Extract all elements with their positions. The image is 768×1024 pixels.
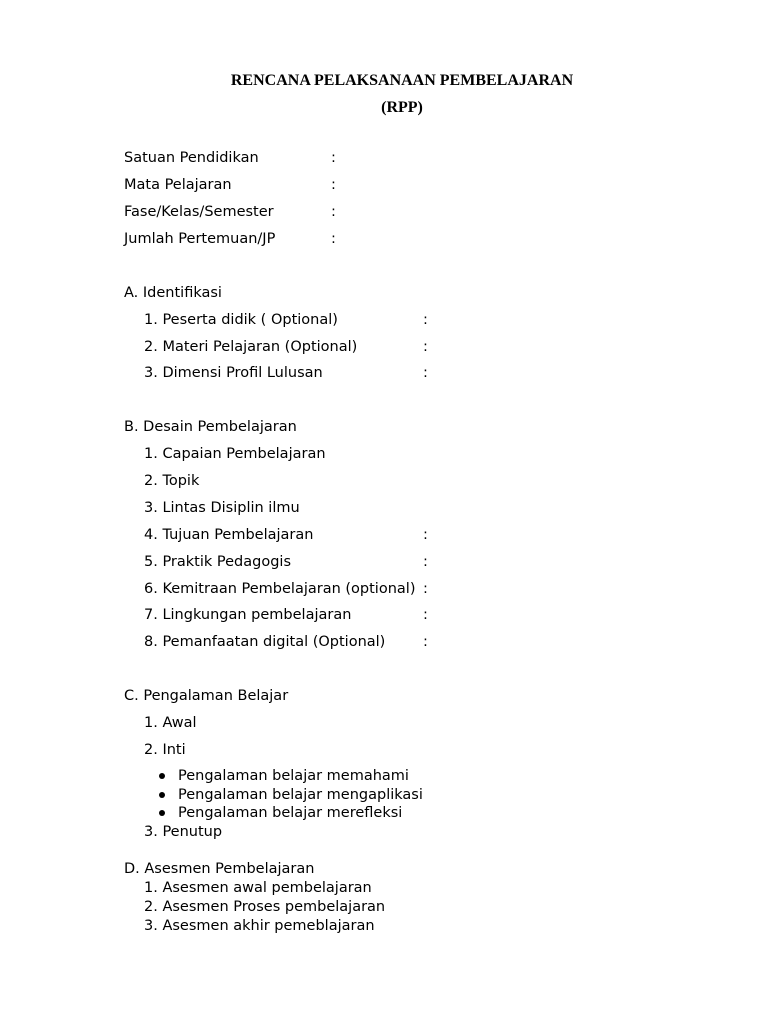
document-subtitle: (RPP) — [381, 99, 423, 116]
section-c-item: 2. Inti — [144, 742, 186, 758]
bullet-icon — [159, 792, 165, 798]
section-b-item: 7. Lingkungan pembelajaran — [144, 607, 352, 623]
item-colon: : — [423, 554, 428, 570]
field-label-jumlah-pertemuan: Jumlah Pertemuan/JP — [124, 231, 276, 247]
section-a-heading: A. Identifikasi — [124, 285, 222, 301]
section-d-item: 2. Asesmen Proses pembelajaran — [144, 899, 386, 915]
section-d-item: 1. Asesmen awal pembelajaran — [144, 880, 372, 896]
section-d-item: 3. Asesmen akhir pemeblajaran — [144, 918, 375, 934]
section-b-item: 3. Lintas Disiplin ilmu — [144, 500, 300, 516]
section-d-heading: D. Asesmen Pembelajaran — [124, 861, 315, 877]
section-c-bullet: Pengalaman belajar memahami — [178, 768, 409, 784]
field-colon: : — [331, 231, 336, 247]
section-c-item: 1. Awal — [144, 715, 197, 731]
section-b-item: 5. Praktik Pedagogis — [144, 554, 291, 570]
field-colon: : — [331, 177, 336, 193]
section-b-item: 4. Tujuan Pembelajaran — [144, 527, 314, 543]
section-a-item: 3. Dimensi Profil Lulusan — [144, 365, 323, 381]
section-b-item: 1. Capaian Pembelajaran — [144, 446, 326, 462]
section-c-bullet: Pengalaman belajar merefleksi — [178, 805, 403, 821]
item-colon: : — [423, 312, 428, 328]
bullet-icon — [159, 773, 165, 779]
field-label-mata-pelajaran: Mata Pelajaran — [124, 177, 232, 193]
section-a-item: 2. Materi Pelajaran (Optional) — [144, 339, 358, 355]
section-b-heading: B. Desain Pembelajaran — [124, 419, 297, 435]
section-b-item: 2. Topik — [144, 473, 200, 489]
item-colon: : — [423, 527, 428, 543]
field-colon: : — [331, 150, 336, 166]
bullet-icon — [159, 810, 165, 816]
section-c-item: 3. Penutup — [144, 824, 223, 840]
item-colon: : — [423, 581, 428, 597]
field-label-fase-kelas-semester: Fase/Kelas/Semester — [124, 204, 274, 220]
item-colon: : — [423, 607, 428, 623]
item-colon: : — [423, 634, 428, 650]
section-c-heading: C. Pengalaman Belajar — [124, 688, 289, 704]
item-colon: : — [423, 365, 428, 381]
field-colon: : — [331, 204, 336, 220]
section-c-bullet: Pengalaman belajar mengaplikasi — [178, 787, 423, 803]
section-a-item: 1. Peserta didik ( Optional) — [144, 312, 338, 328]
section-b-item: 6. Kemitraan Pembelajaran (optional) — [144, 581, 416, 597]
item-colon: : — [423, 339, 428, 355]
section-b-item: 8. Pemanfaatan digital (Optional) — [144, 634, 386, 650]
field-label-satuan-pendidikan: Satuan Pendidikan — [124, 150, 259, 166]
document-title: RENCANA PELAKSANAAN PEMBELAJARAN — [230, 72, 574, 89]
